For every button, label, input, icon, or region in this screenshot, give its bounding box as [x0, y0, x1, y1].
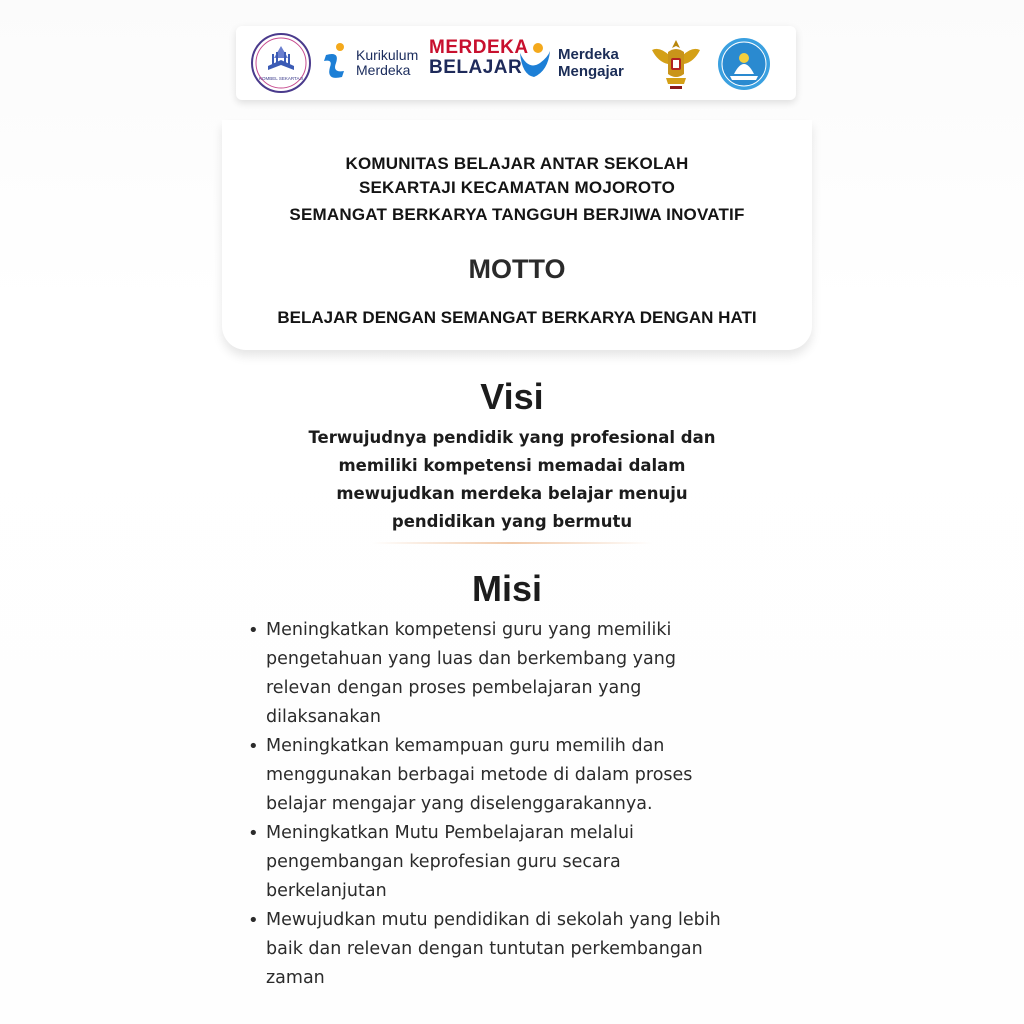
visi-heading: Visi: [480, 376, 544, 417]
garuda-icon: [646, 34, 706, 94]
misi-item-line: baik dan relevan dengan tuntutan perkembangan: [266, 939, 703, 959]
visi-line: pendidikan yang bermutu: [391, 512, 633, 531]
org-name-line2: SEKARTAJI KECAMATAN MOJOROTO: [358, 178, 676, 197]
mengajar-line2: Mengajar: [558, 63, 624, 80]
section-divider: [372, 542, 652, 544]
kurikulum-merdeka-logo: [322, 40, 418, 86]
motto-heading: MOTTO: [468, 254, 566, 284]
sekartaji-logo: [250, 32, 312, 94]
org-name-line1: KOMUNITAS BELAJAR ANTAR SEKOLAH: [345, 154, 689, 173]
misi-item: [246, 819, 786, 906]
misi-item: [246, 732, 786, 819]
misi-item-line: berkelanjutan: [266, 881, 387, 901]
visi-line: mewujudkan merdeka belajar menuju: [336, 484, 688, 503]
visi-text: [262, 424, 762, 536]
misi-item-line: belajar mengajar yang diselenggarakannya.: [266, 794, 653, 814]
merdeka-belajar-line1: MERDEKA: [429, 37, 529, 58]
misi-item-line: pengembangan keprofesian guru secara: [266, 852, 621, 872]
visi-line: Terwujudnya pendidik yang profesional dan: [308, 428, 716, 447]
misi-item-line: dilaksanakan: [266, 707, 381, 727]
motto-text: BELAJAR DENGAN SEMANGAT BERKARYA DENGAN HATI: [277, 308, 757, 327]
merdeka-belajar-line2: BELAJAR: [429, 57, 523, 78]
logo-strip: [236, 26, 796, 100]
bullet-icon: •: [248, 910, 259, 931]
tut-wuri-icon: [716, 36, 772, 92]
merdeka-mengajar-icon: [518, 41, 552, 85]
mengajar-line1: Merdeka: [558, 46, 619, 63]
misi-item: [246, 906, 786, 993]
header-card: [222, 120, 812, 350]
misi-list: [246, 616, 786, 993]
misi-item-line: zaman: [266, 968, 325, 988]
misi-item-line: Meningkatkan Mutu Pembelajaran melalui: [266, 823, 634, 843]
visi-line: memiliki kompetensi memadai dalam: [338, 456, 686, 475]
misi-item-line: relevan dengan proses pembelajaran yang: [266, 678, 642, 698]
misi-item-line: Mewujudkan mutu pendidikan di sekolah yang lebih: [266, 910, 721, 930]
misi-item-line: Meningkatkan kemampuan guru memilih dan: [266, 736, 665, 756]
bullet-icon: •: [248, 823, 259, 844]
merdeka-belajar-logo: [429, 38, 529, 90]
misi-item-line: pengetahuan yang luas dan berkembang yang: [266, 649, 676, 669]
tut-wuri-handayani-logo: [716, 36, 772, 92]
bullet-icon: •: [248, 620, 259, 641]
sekartaji-caption: KOMBEL SEKARTAJI: [259, 76, 303, 81]
misi-item: [246, 616, 786, 732]
org-slogan: SEMANGAT BERKARYA TANGGUH BERJIWA INOVATIF: [289, 205, 745, 224]
merdeka-mengajar-logo: [518, 40, 624, 86]
kurikulum-line2: Merdeka: [356, 62, 411, 78]
misi-item-line: menggunakan berbagai metode di dalam proses: [266, 765, 693, 785]
misi-heading: Misi: [471, 568, 542, 609]
kurikulum-line1: Kurikulum: [356, 47, 419, 63]
garuda-logo: [646, 34, 706, 94]
bullet-icon: •: [248, 736, 259, 757]
misi-item-line: Meningkatkan kompetensi guru yang memiliki: [266, 620, 672, 640]
kurikulum-merdeka-icon: [322, 41, 350, 85]
